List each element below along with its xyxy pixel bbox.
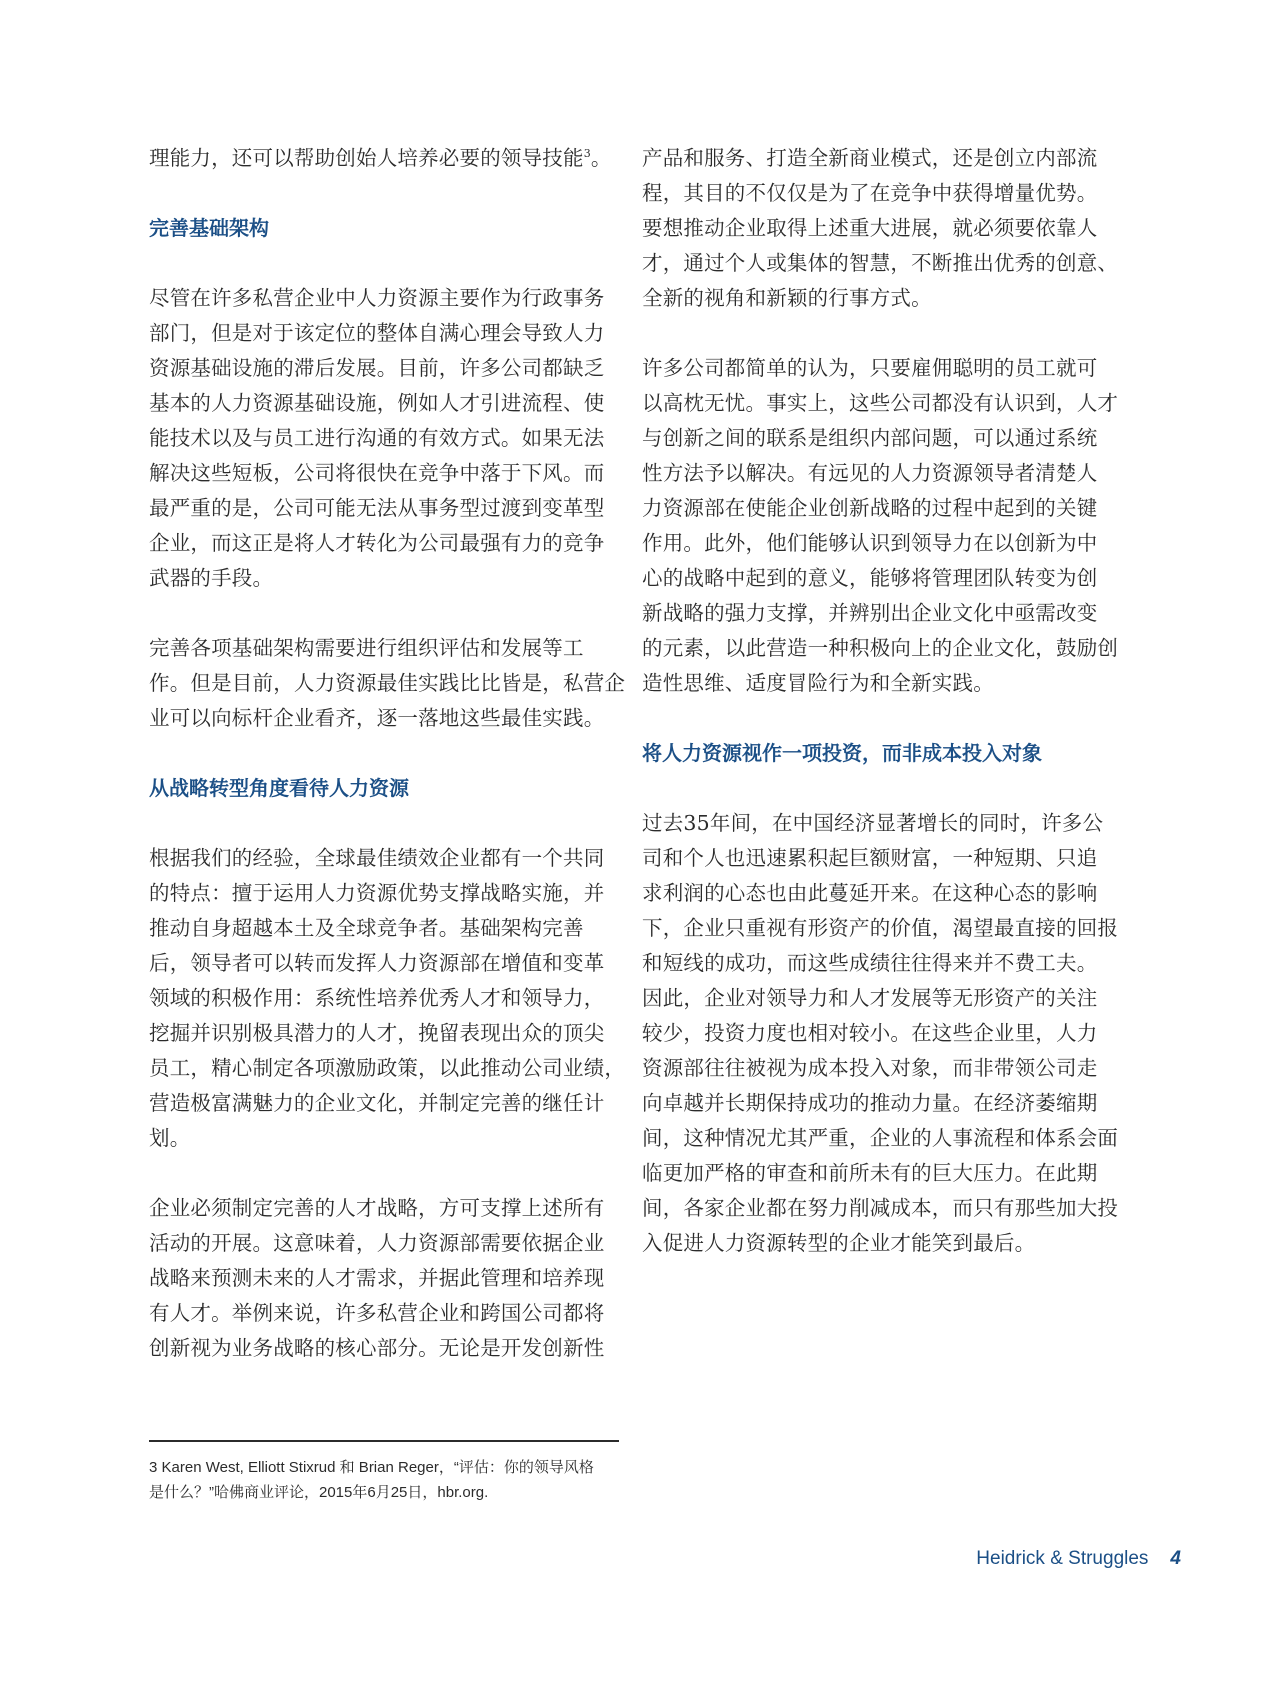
paragraph-strategy-1: 根据我们的经验，全球最佳绩效企业都有一个共同 的特点：擅于运用人力资源优势支撑战略实施，并 推动自身超越本土及全球竞争者。基础架构完善 后，领导者可以转而发挥人力资源部在增值和变革 领域的积极作用：系统性培养优秀人才和领导力， 挖掘并识别极具潜力的人才，挽留表现出众的顶尖 员工，精心制定各项激励政策，以此推动公司业绩， 营造极富满魅力的企业文化，并制定完善的继任计 划。: [149, 846, 626, 1150]
footnote-text-line2: 是什么？”哈佛商业评论，2015年6月25日，hbr.org.: [149, 1484, 489, 1501]
paragraph-innovation-2: 许多公司都简单的认为，只要雇佣聪明的员工就可 以高枕无忧。事实上，这些公司都没有认识到，人才 与创新之间的联系是组织内部问题，可以通过系统 性方法予以解决。有远见的人力资源领导者清楚人 力资源部在使能企业创新战略的过程中起到的关键 作用。此外，他们能够认识到领导力在以创新为中 心的战略中起到的意义，能够将管理团队转变为创 新战略的强力支撑，并辨别出企业文化中亟需改变 的元素，以此营造一种积极向上的企业文化，鼓励创 造性思维、适度冒险行为和全新实践。: [642, 356, 1119, 695]
brand-name: Heidrick & Struggles: [976, 1548, 1149, 1569]
footnote-ref[interactable]: 3: [583, 147, 591, 160]
footnote-number: 3: [149, 1459, 158, 1476]
footnote-divider: [149, 1440, 619, 1442]
paragraph-infrastructure-2: 完善各项基础架构需要进行组织评估和发展等工 作。但是目前，人力资源最佳实践比比皆是，私营企 业可以向标杆企业看齐，逐一落地这些最佳实践。: [149, 636, 626, 730]
footnote: [149, 1455, 629, 1505]
section-heading-strategic-transformation: 从战略转型角度看待人力资源: [149, 776, 409, 800]
section-heading-investment: 将人力资源视作一项投资，而非成本投入对象: [642, 741, 1042, 765]
right-column: [642, 141, 1119, 1261]
left-column: [149, 141, 626, 1366]
intro-line: 理能力，还可以帮助创始人培养必要的领导技能$^3$。: [149, 146, 612, 170]
paragraph-investment: 过去35年间，在中国经济显著增长的同时，许多公 司和个人也迅速累积起巨额财富，一种短期、只追 求利润的心态也由此蔓延开来。在这种心态的影响 下，企业只重视有形资产的价值，渴望最直接的回报 和短线的成功，而这些成绩往往得来并不费工夫。 因此，企业对领导力和人才发展等无形资产的关注 较少，投资力度也相对较小。在这些企业里，人力 资源部往往被视为成本投入对象，而非带领公司走 向卓越并长期保持成功的推动力量。在经济萎缩期 间，这种情况尤其严重，企业的人事流程和体系会面 临更加严格的审查和前所未有的巨大压力。在此期 间，各家企业都在努力削减成本，而只有那些加大投 入促进人力资源转型的企业才能笑到最后。: [642, 811, 1119, 1255]
footnote-text-line1: Karen West, Elliott Stixrud 和 Brian Reger，“评估：你的领导风格: [161, 1459, 594, 1476]
page-number: 4: [1170, 1548, 1181, 1569]
paragraph-strategy-2: 企业必须制定完善的人才战略，方可支撑上述所有 活动的开展。这意味着，人力资源部需要依据企业 战略来预测未来的人才需求，并据此管理和培养现 有人才。举例来说，许多私营企业和跨国公司都将 创新视为业务战略的核心部分。无论是开发创新性: [149, 1196, 605, 1360]
paragraph-infrastructure-1: 尽管在许多私营企业中人力资源主要作为行政事务 部门，但是对于该定位的整体自满心理会导致人力 资源基础设施的滞后发展。目前，许多公司都缺乏 基本的人力资源基础设施，例如人才引进流程、使 能技术以及与员工进行沟通的有效方式。如果无法 解决这些短板，公司将很快在竞争中落于下风。而 最严重的是，公司可能无法从事务型过渡到变革型 企业，而这正是将人才转化为公司最强有力的竞争 武器的手段。: [149, 286, 605, 590]
section-heading-infrastructure: 完善基础架构: [149, 216, 269, 240]
paragraph-innovation-1: 产品和服务、打造全新商业模式，还是创立内部流 程，其目的不仅仅是为了在竞争中获得增量优势。 要想推动企业取得上述重大进展，就必须要依靠人 才，通过个人或集体的智慧，不断推出优秀的创意、 全新的视角和新颖的行事方式。: [642, 146, 1119, 310]
page-footer: [976, 1548, 1181, 1570]
